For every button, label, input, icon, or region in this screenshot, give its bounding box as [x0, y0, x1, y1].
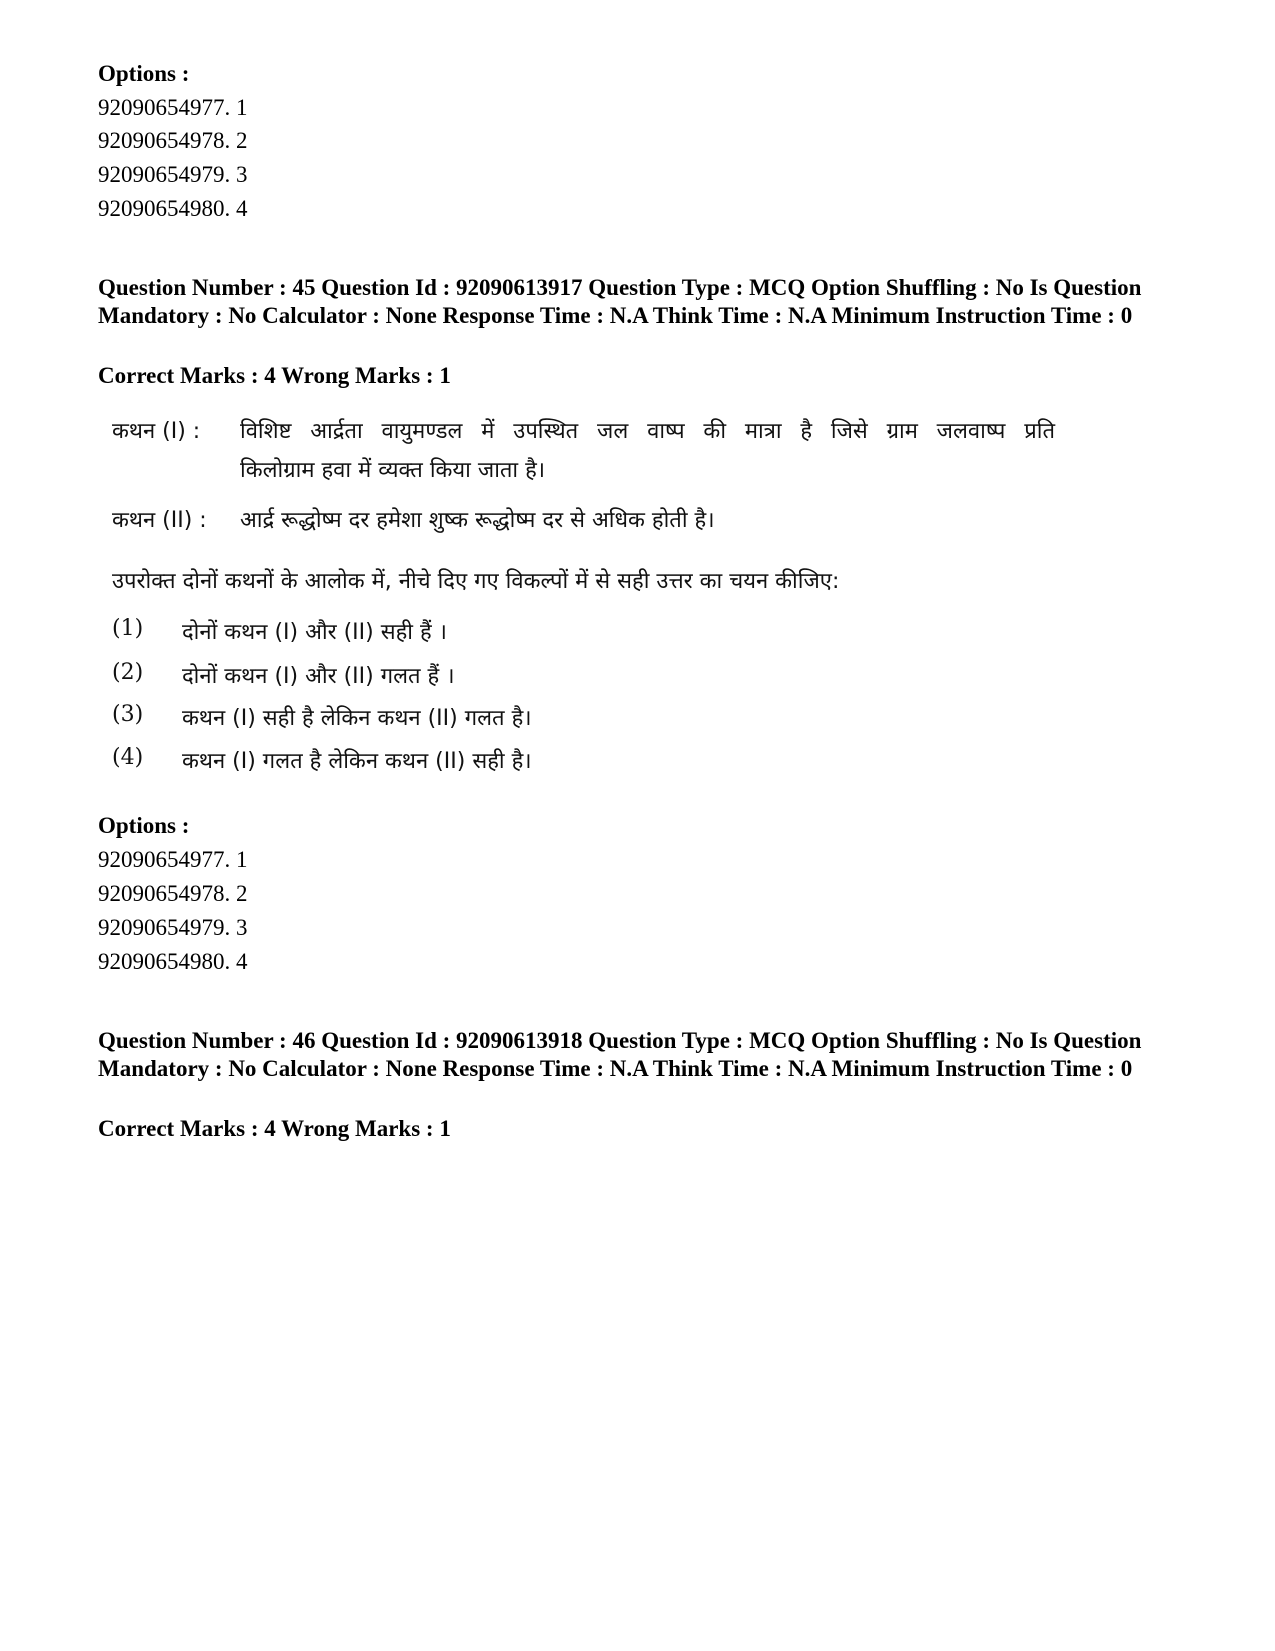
statement-1-line-2: किलोग्राम हवा में व्यक्त किया जाता है।: [240, 458, 546, 483]
statement-1-label: कथन (I) :: [112, 419, 201, 444]
option-item: 92090654979. 3: [98, 915, 248, 940]
statement-1-line-1: विशिष्ट आर्द्रता वायुमण्डल में उपस्थित जल वाष्प की मात्रा है जिसे ग्राम जलवाष्प प्रति: [240, 419, 1055, 444]
options-heading: Options :: [98, 61, 190, 86]
choice-number: (2): [112, 660, 144, 685]
choice-text: कथन (I) गलत है लेकिन कथन (II) सही है।: [182, 749, 532, 774]
option-item: 92090654977. 1: [98, 847, 248, 872]
statement-2-label: कथन (II) :: [112, 508, 207, 533]
question-45-marks: Correct Marks : 4 Wrong Marks : 1: [98, 363, 451, 388]
option-item: 92090654977. 1: [98, 95, 248, 120]
statement-2-text: आर्द्र रूद्धोष्म दर हमेशा शुष्क रूद्धोष्म दर से अधिक होती है।: [240, 508, 715, 533]
option-item: 92090654980. 4: [98, 949, 248, 974]
question-45-meta: Question Number : 45 Question Id : 92090613917 Question Type : MCQ Option Shuffling : No Is Question Mandatory : No Calculator : None Response Time : N.A Think Time : N.A Minimum Instruction Time : 0: [98, 275, 1142, 328]
choice-text: दोनों कथन (I) और (II) सही हैं ।: [182, 620, 447, 645]
choice-number: (1): [112, 616, 144, 641]
question-46-meta: Question Number : 46 Question Id : 92090613918 Question Type : MCQ Option Shuffling : No Is Question Mandatory : No Calculator : None Response Time : N.A Think Time : N.A Minimum Instruction Time : 0: [98, 1028, 1142, 1081]
option-item: 92090654978. 2: [98, 881, 248, 906]
choice-text: दोनों कथन (I) और (II) गलत हैं ।: [182, 664, 455, 689]
choice-number: (4): [112, 745, 144, 770]
option-item: 92090654980. 4: [98, 196, 248, 221]
option-item: 92090654978. 2: [98, 128, 248, 153]
options-heading: Options :: [98, 813, 190, 838]
choice-number: (3): [112, 702, 144, 727]
question-instruction: उपरोक्त दोनों कथनों के आलोक में, नीचे दिए गए विकल्पों में से सही उत्तर का चयन कीजिए:: [112, 569, 840, 594]
choice-text: कथन (I) सही है लेकिन कथन (II) गलत है।: [182, 706, 532, 731]
question-46-marks: Correct Marks : 4 Wrong Marks : 1: [98, 1116, 451, 1141]
option-item: 92090654979. 3: [98, 162, 248, 187]
